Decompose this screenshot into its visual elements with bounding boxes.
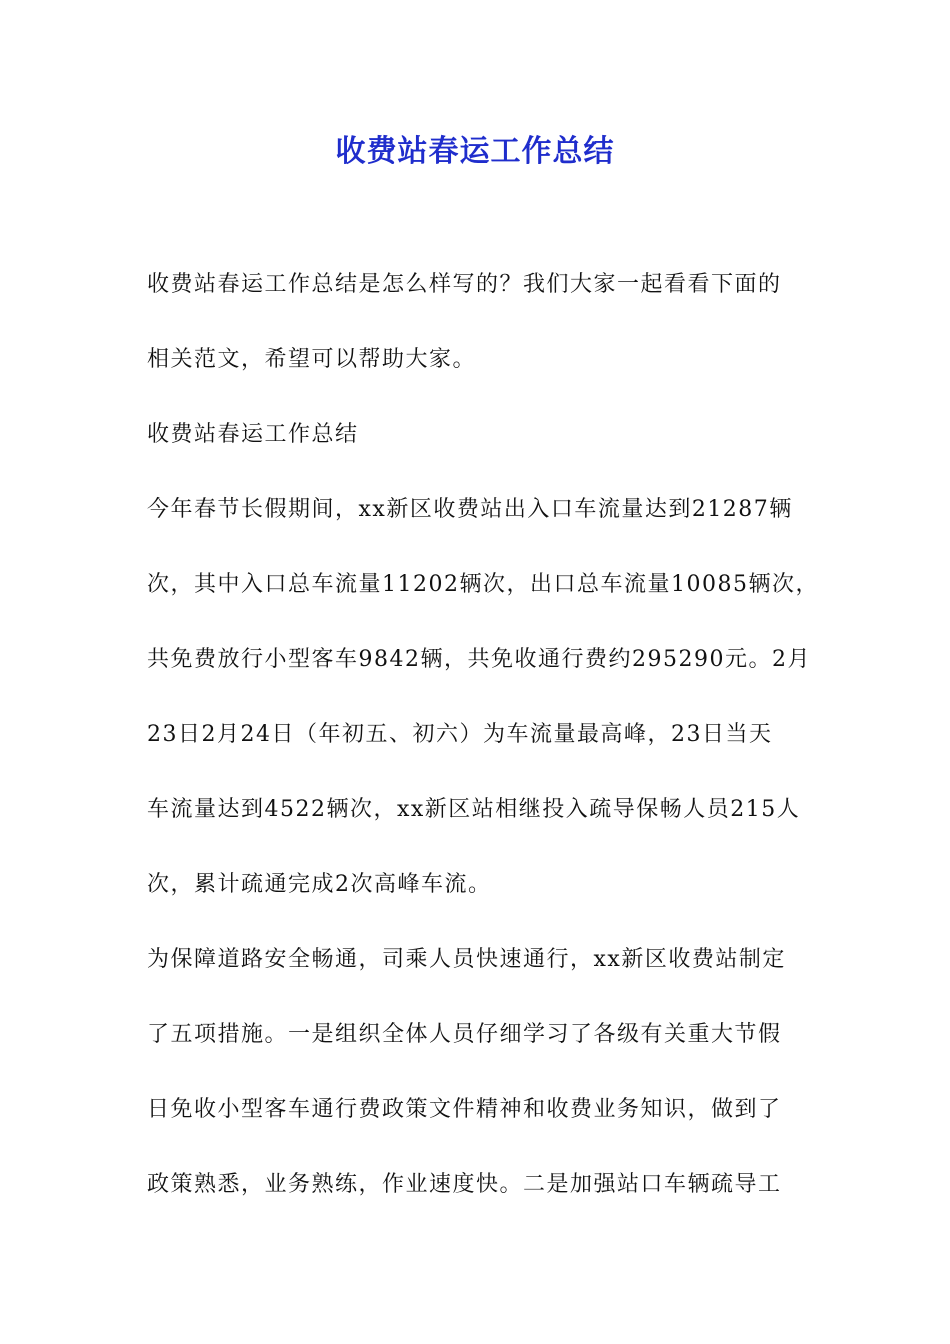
- text-line: 今年春节长假期间，xx新区收费站出入口车流量达到21287辆: [147, 497, 793, 522]
- text-line: 次，累计疏通完成2次高峰车流。: [147, 872, 492, 897]
- text-line: 车流量达到4522辆次，xx新区站相继投入疏导保畅人员215人: [147, 797, 801, 822]
- paragraph-subtitle: [147, 412, 817, 487]
- text-line: 共免费放行小型客车9842辆，共免收通行费约295290元。2月: [147, 647, 811, 672]
- text-line: 次，其中入口总车流量11202辆次，出口总车流量10085辆次，: [147, 572, 819, 597]
- text-line: 日免收小型客车通行费政策文件精神和收费业务知识，做到了: [147, 1097, 782, 1122]
- text-line: 政策熟悉，业务熟练，作业速度快。二是加强站口车辆疏导工: [147, 1172, 782, 1197]
- text-line: 为保障道路安全畅通，司乘人员快速通行，xx新区收费站制定: [147, 947, 786, 972]
- document-body: [147, 262, 817, 1237]
- text-line: 了五项措施。一是组织全体人员仔细学习了各级有关重大节假: [147, 1022, 782, 1047]
- document-title: 收费站春运工作总结: [335, 134, 615, 169]
- text-line: 收费站春运工作总结是怎么样写的？我们大家一起看看下面的: [147, 272, 782, 297]
- paragraph-measures: [147, 937, 817, 1237]
- paragraph-statistics: [147, 487, 817, 937]
- text-line: 收费站春运工作总结: [147, 422, 359, 447]
- text-line: 相关范文，希望可以帮助大家。: [147, 347, 477, 372]
- paragraph-intro: [147, 262, 817, 412]
- text-line: 23日2月24日（年初五、初六）为车流量最高峰，23日当天: [147, 722, 773, 747]
